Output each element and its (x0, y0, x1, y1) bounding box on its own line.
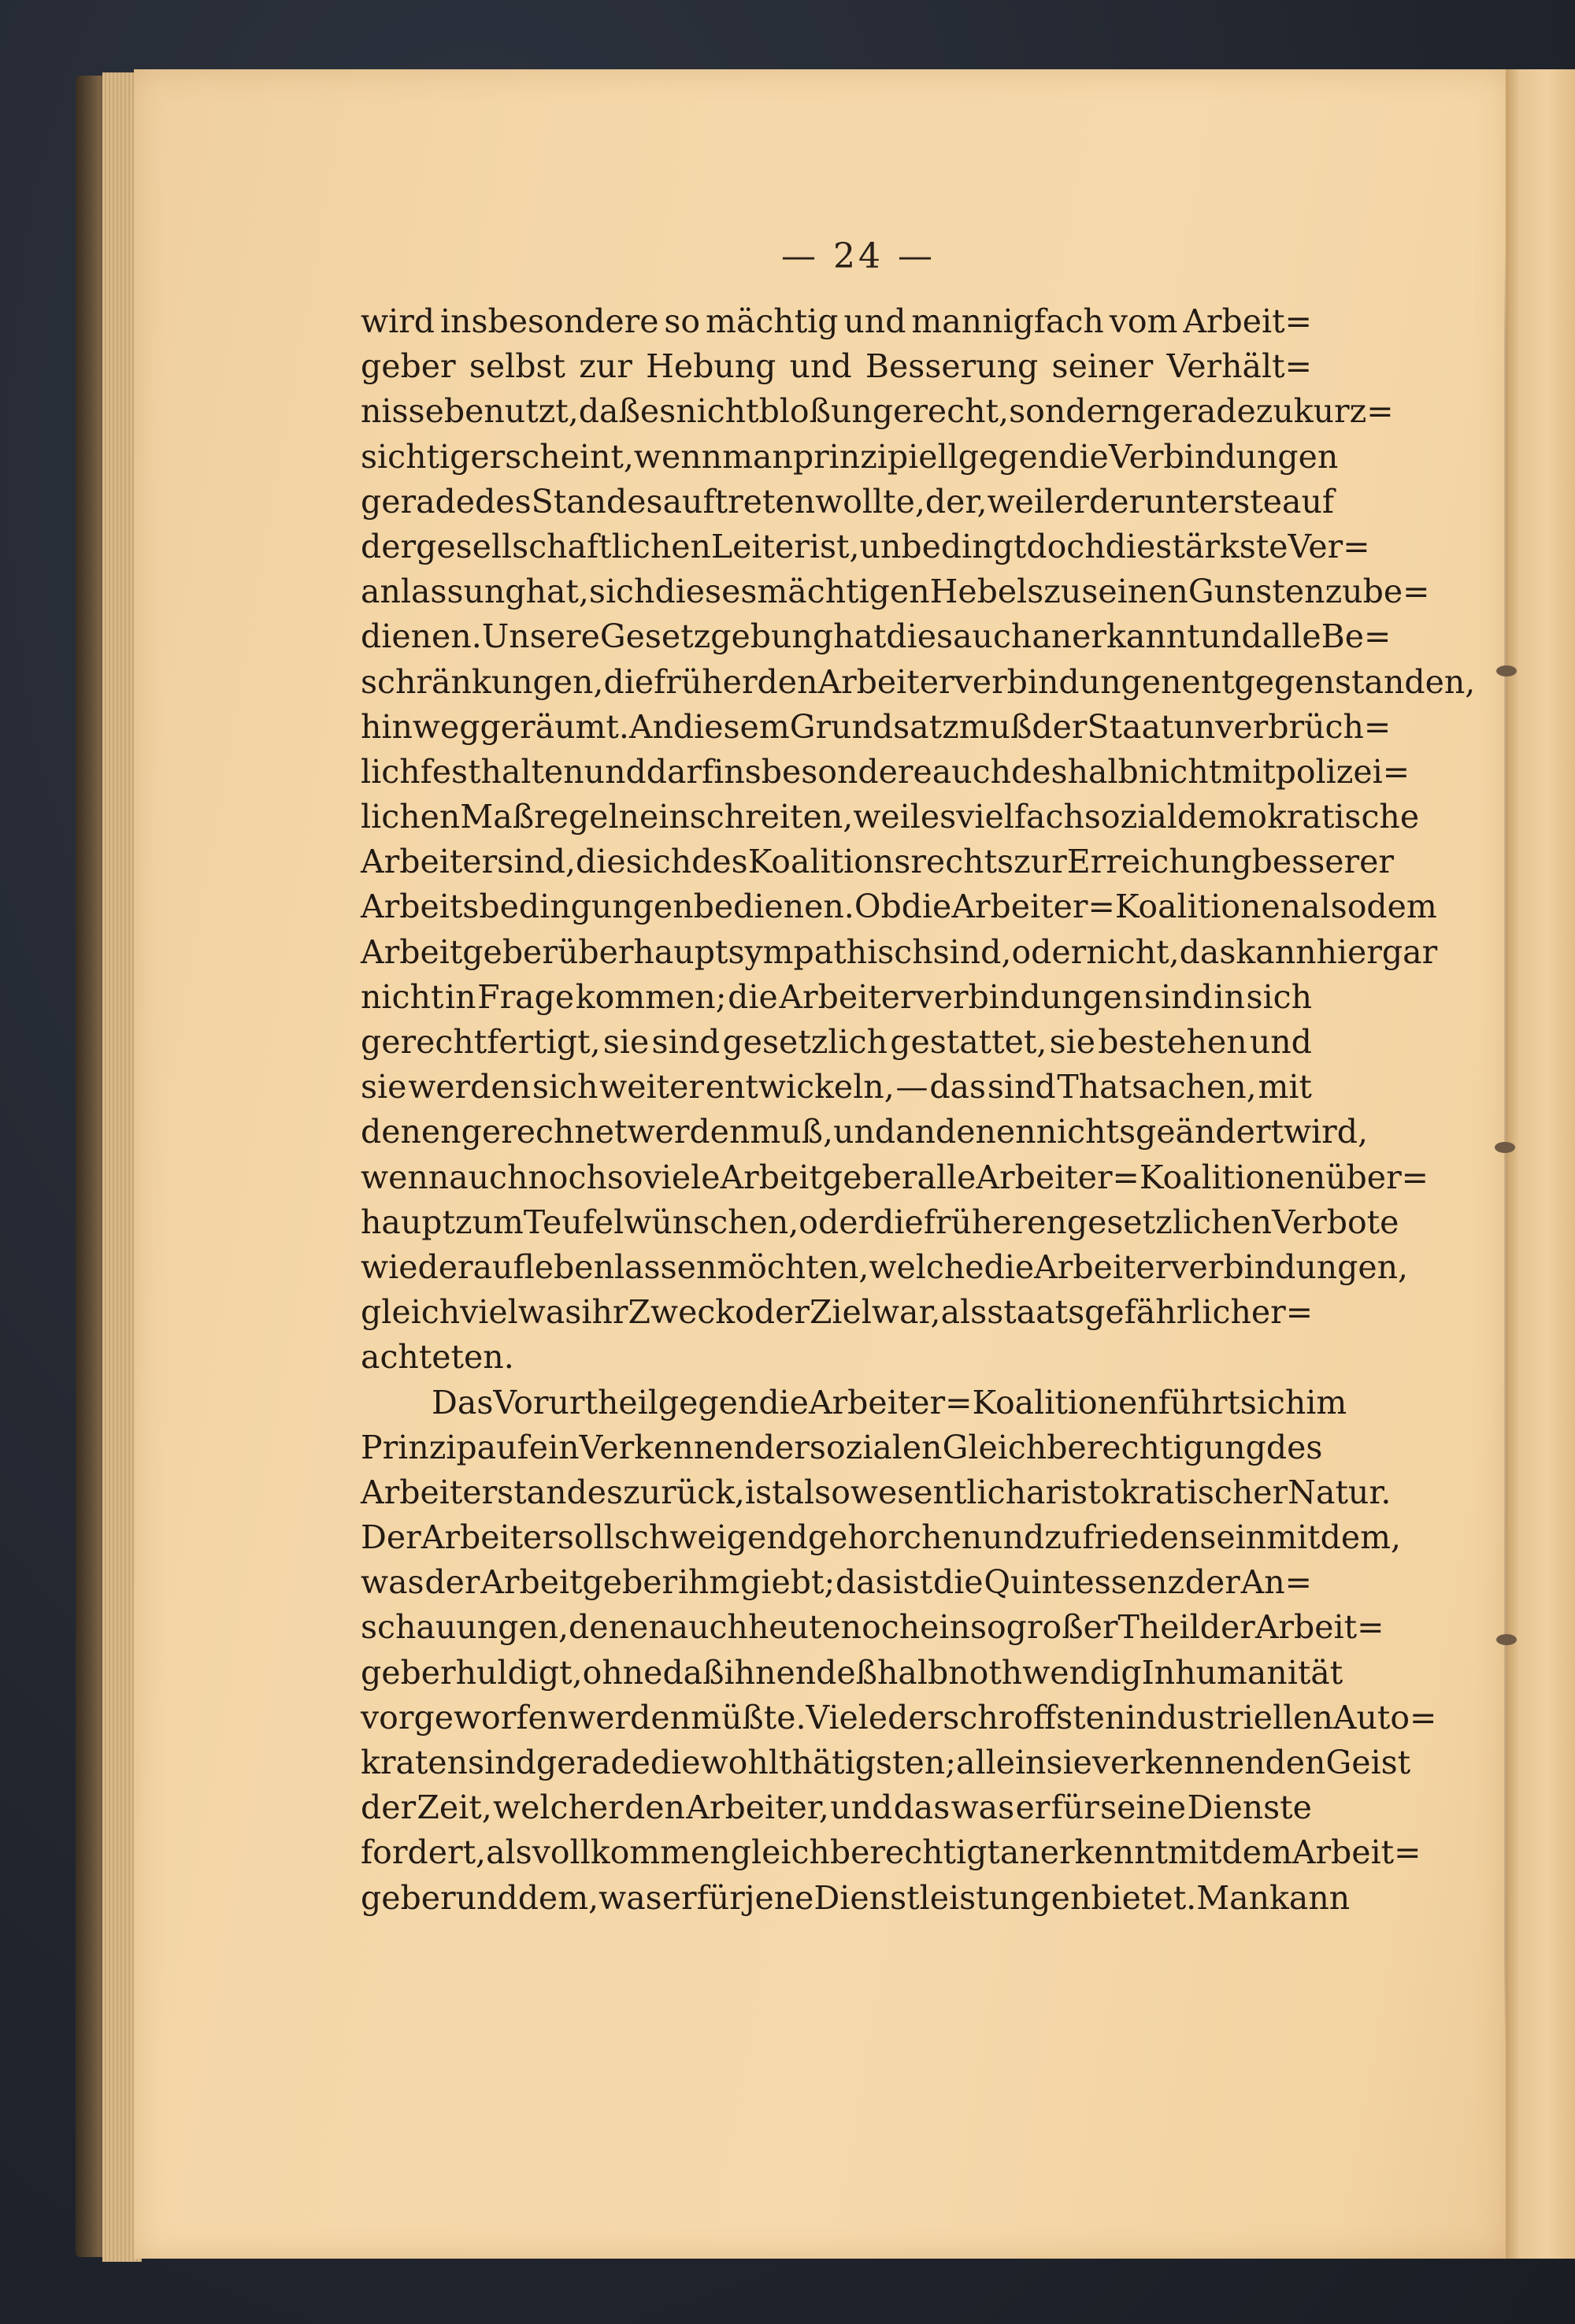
text-line: wird insbesondere so mächtig und mannigfach vom Arbeit= (361, 302, 1312, 340)
text-line: schauungen, denen auch heute noch ein so großer Theil der Arbeit= (361, 1608, 1384, 1647)
text-line: vorgeworfen werden müßte. Viele der schroffsten industriellen Auto= (361, 1698, 1437, 1737)
text-line: lichen Maßregeln einschreiten, weil es vielfach sozialdemokratische (361, 798, 1420, 836)
text-line: haupt zum Teufel wünschen, oder die früheren gesetzlichen Verbote (361, 1203, 1399, 1241)
text-line: sie werden sich weiter entwickeln, — das sind Thatsachen, mit (361, 1068, 1312, 1106)
body-text (361, 299, 1476, 1921)
text-line: hinweggeräumt. An diesem Grundsatz muß der Staat unverbrüch= (361, 707, 1392, 746)
binding-stitch (1496, 665, 1517, 676)
text-line: schränkungen, die früher den Arbeiterverbindungen entgegen standen, (361, 662, 1476, 701)
text-line: dienen. Unsere Gesetzgebung hat dies auch anerkannt und alle Be= (361, 617, 1392, 656)
binding-stitch (1496, 1634, 1517, 1645)
text-line: geber huldigt, ohne daß ihnen deßhalb nothwendig Inhumanität (361, 1653, 1343, 1692)
text-line: achteten. (361, 1338, 514, 1377)
text-line: Das Vorurtheil gegen die Arbeiter=Koalitionen führt sich im (432, 1383, 1347, 1421)
text-line: wieder aufleben lassen möchten, welche die Arbeiterverbindungen, (361, 1247, 1409, 1286)
text-line: Arbeiter sind, die sich des Koalitionsrechts zur Erreichung besserer (361, 843, 1394, 881)
text-line: wenn auch noch so viele Arbeitgeber alle Arbeiter=Koalitionen über= (361, 1158, 1429, 1196)
text-line: gerade des Standes auftreten wollte, der, weil er der unterste auf (361, 482, 1335, 521)
text-line: Arbeitgeber überhaupt sympathisch sind, oder nicht, das kann hier gar (361, 932, 1438, 971)
binding-gutter (1506, 69, 1575, 2259)
text-line: was der Arbeitgeber ihm giebt; das ist die Quintessenz der An= (361, 1563, 1312, 1602)
text-line: kraten sind gerade die wohlthätigsten; allein sie verkennen den Geist (361, 1744, 1411, 1781)
text-line: der gesellschaftlichen Leiter ist, unbedingt doch die stärkste Ver= (361, 527, 1370, 565)
text-line: anlassung hat, sich dieses mächtigen Hebels zu seinen Gunsten zu be= (361, 573, 1430, 611)
text-line: sichtig erscheint, wenn man prinzipiell gegen die Verbindungen (361, 437, 1339, 476)
text-line: der Zeit, welcher den Arbeiter, und das was er für seine Dienste (361, 1788, 1312, 1827)
text-line: geber selbst zur Hebung und Besserung seiner Verhält= (361, 347, 1312, 386)
page-number: — 24 — (781, 236, 936, 276)
text-line: gleichviel was ihr Zweck oder Ziel war, als staatsgefährlich er= (361, 1293, 1314, 1332)
text-line: Prinzip auf ein Verkennen der sozialen Gleichberechtigung des (361, 1428, 1323, 1466)
text-line: nicht in Frage kommen; die Arbeiterverbindungen sind in sich (361, 977, 1312, 1016)
text-line: lich festhalten und darf insbesondere auch deshalb nicht mit polizei= (361, 752, 1410, 791)
text-line: Arbeiterstandes zurück, ist also wesentlich aristokratischer Natur. (361, 1473, 1392, 1511)
text-line: nisse benutzt, daß es nicht bloß ungerecht, sondern geradezu kurz= (361, 392, 1394, 431)
text-line: Der Arbeiter soll schweigend gehorchen und zufrieden sein mit dem, (361, 1518, 1402, 1557)
text-line: gerechtfertigt, sie sind gesetzlich gestattet, sie bestehen und (361, 1023, 1312, 1061)
text-line: Arbeitsbedingungen bedienen. Ob die Arbeiter=Koalitionen also dem (361, 888, 1437, 926)
text-line: fordert, als vollkommen gleichberechtigt anerkennt mit dem Arbeit= (361, 1833, 1421, 1872)
text-line: denen gerechnet werden muß, und an denen nichts geändert wird, (361, 1113, 1369, 1151)
binding-stitch (1495, 1142, 1515, 1153)
text-line: geber und dem, was er für jene Dienstleistungen bietet. Man kann (361, 1878, 1351, 1917)
